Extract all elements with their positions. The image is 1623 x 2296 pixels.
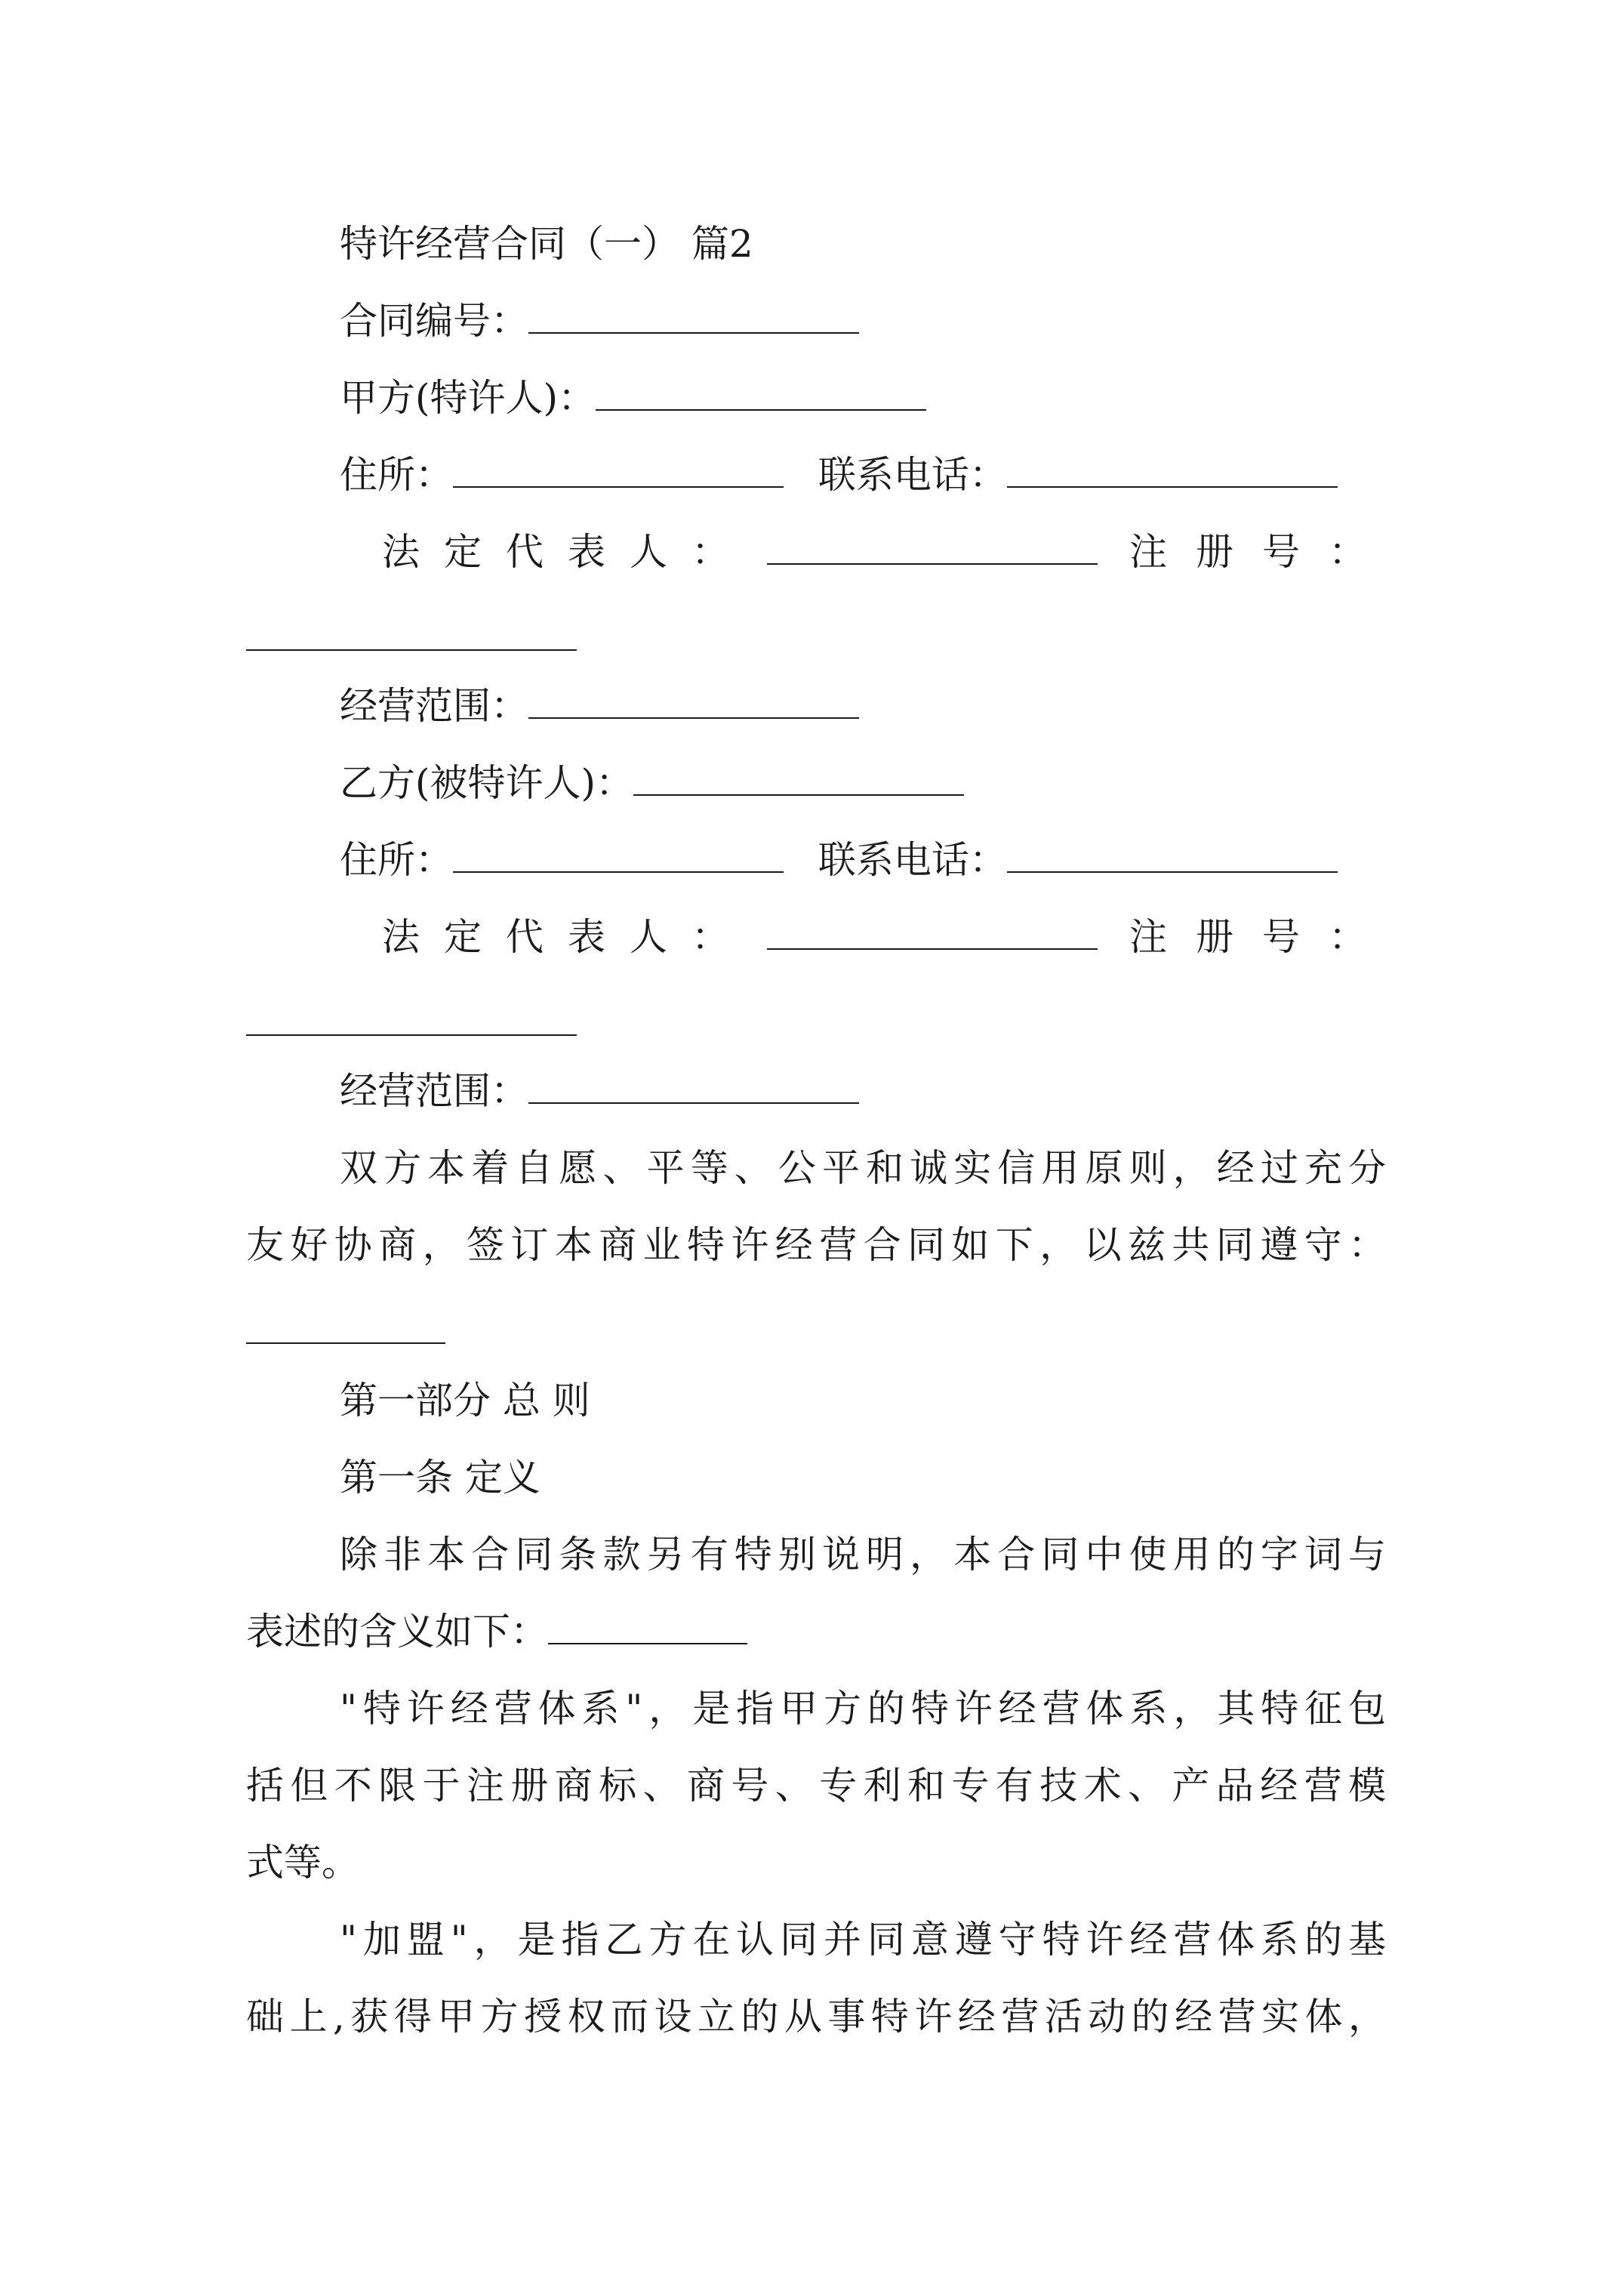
party-b-reg-label: 注册号：: [1129, 915, 1395, 959]
party-b-address-label: 住所：: [340, 838, 453, 882]
party-a-address-blank[interactable]: [453, 480, 784, 488]
def-join-line-2: [246, 1995, 1386, 2039]
preamble-trailing-blank[interactable]: [246, 1342, 445, 1344]
party-a-row: [340, 376, 926, 420]
def-system-line-1-text: "特许经营体系"，是指甲方的特许经营体系，其特征包: [340, 1687, 1386, 1730]
preamble-line-2: [246, 1223, 1386, 1267]
party-a-label: 甲方(特许人)：: [340, 376, 596, 420]
party-a-reg-label: 注册号：: [1129, 530, 1395, 574]
party-b-scope-row: [340, 1069, 859, 1113]
part1-heading-text: 第一部分 总 则: [340, 1379, 590, 1422]
contract-number-blank[interactable]: [528, 326, 859, 334]
party-a-scope-label: 经营范围：: [340, 684, 528, 728]
preamble-line-1: [340, 1146, 1386, 1190]
party-b-phone-label: 联系电话：: [818, 838, 1007, 882]
def-intro-line-2: [246, 1610, 747, 1653]
def-system-line-2: [246, 1764, 1386, 1808]
party-a-scope-blank[interactable]: [528, 711, 859, 719]
party-b-address-blank[interactable]: [453, 865, 784, 873]
party-a-blank[interactable]: [596, 403, 926, 411]
party-a-rep-row: [382, 530, 1395, 574]
def-join-line-2-text: 础上,获得甲方授权而设立的从事特许经营活动的经营实体，: [246, 1995, 1386, 2039]
def-join-line-1-text: "加盟"，是指乙方在认同并同意遵守特许经营体系的基: [340, 1918, 1386, 1962]
party-a-phone-label: 联系电话：: [818, 453, 1007, 497]
def-intro-line-2-text: 表述的含义如下：: [246, 1610, 548, 1653]
def-system-line-1: [340, 1687, 1386, 1730]
party-b-reg-blank[interactable]: [246, 1034, 577, 1036]
party-b-blank[interactable]: [633, 788, 964, 796]
party-b-scope-blank[interactable]: [528, 1096, 859, 1104]
party-a-reg-blank[interactable]: [246, 649, 577, 651]
party-a-rep-label: 法定代表人：: [382, 530, 753, 574]
contract-number-row: [340, 299, 859, 343]
def-system-line-3-text: 式等。: [246, 1841, 359, 1885]
def-system-line-2-text: 括但不限于注册商标、商号、专利和专有技术、产品经营模: [246, 1764, 1386, 1808]
party-b-label: 乙方(被特许人)：: [340, 761, 634, 805]
party-b-phone-blank[interactable]: [1007, 865, 1338, 873]
def-intro-line-1: [340, 1533, 1386, 1576]
party-b-rep-blank[interactable]: [767, 942, 1098, 950]
def-intro-line-1-text: 除非本合同条款另有特别说明，本合同中使用的字词与: [340, 1533, 1386, 1576]
party-a-rep-blank[interactable]: [767, 557, 1098, 565]
party-b-scope-label: 经营范围：: [340, 1069, 528, 1113]
party-a-address-label: 住所：: [340, 453, 453, 497]
contract-number-label: 合同编号：: [340, 299, 528, 343]
party-b-row: [340, 761, 964, 805]
party-b-rep-row: [382, 915, 1395, 959]
party-b-address-row: [340, 838, 1338, 882]
party-a-scope-row: [340, 684, 859, 728]
party-a-phone-blank[interactable]: [1007, 480, 1338, 488]
preamble-line-1-text: 双方本着自愿、平等、公平和诚实信用原则，经过充分: [340, 1146, 1386, 1190]
article1-heading: [340, 1456, 540, 1499]
def-intro-blank[interactable]: [548, 1637, 747, 1644]
document-title: [340, 222, 753, 266]
party-b-rep-label: 法定代表人：: [382, 915, 753, 959]
party-a-address-row: [340, 453, 1338, 497]
article1-heading-text: 第一条 定义: [340, 1456, 540, 1499]
part1-heading: [340, 1379, 590, 1422]
document-title-text: 特许经营合同（一） 篇2: [340, 222, 753, 266]
def-system-line-3: [246, 1841, 359, 1885]
preamble-line-2-text: 友好协商，签订本商业特许经营合同如下，以兹共同遵守：: [246, 1223, 1386, 1267]
def-join-line-1: [340, 1918, 1386, 1962]
